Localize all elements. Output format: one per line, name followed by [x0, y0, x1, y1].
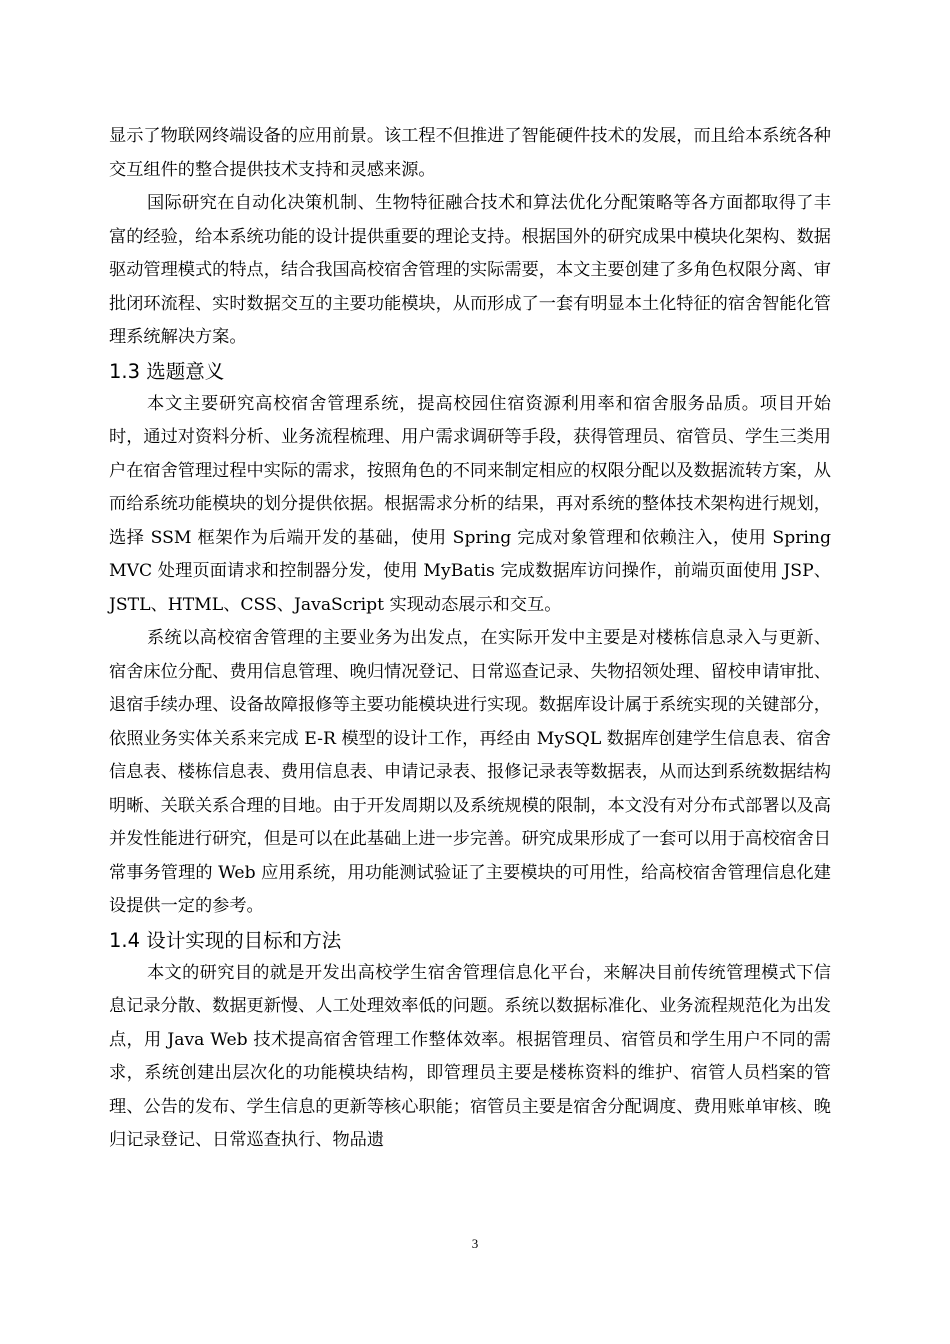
section-heading-1-3: 1.3 选题意义: [109, 359, 225, 383]
intro-paragraph-international-research: 国际研究在自动化决策机制、生物特征融合技术和算法优化分配策略等各方面都取得了丰富的经验，给本系统功能的设计提供重要的理论支持。根据国外的研究成果中模块化架构、数据驱动管理模式的特点，结合我国高校宿舍管理的实际需要，本文主要创建了多角色权限分离、审批闭环流程、实时数据交互的主要功能模块，从而形成了一套有明显本土化特征的宿舍智能化管理系统解决方案。: [109, 193, 831, 347]
section-1-4-paragraph-1: 本文的研究目的就是开发出高校学生宿舍管理信息化平台，来解决目前传统管理模式下信息记录分散、数据更新慢、人工处理效率低的问题。系统以数据标准化、业务流程规范化为出发点，用 Java Web 技术提高宿舍管理工作整体效率。根据管理员、宿管员和学生用户不同的需求，系统创建出层次化的功能模块结构，即管理员主要是楼栋资料的维护、宿管人员档案的管理、公告的发布、学生信息的更新等核心职能；宿管员主要是宿舍分配调度、费用账单审核、晚归记录登记、日常巡查执行、物品遗: [109, 962, 831, 1150]
section-1-3-paragraph-2: 系统以高校宿舍管理的主要业务为出发点，在实际开发中主要是对楼栋信息录入与更新、宿舍床位分配、费用信息管理、晚归情况登记、日常巡查记录、失物招领处理、留校申请审批、退宿手续办理、设备故障报修等主要功能模块进行实现。数据库设计属于系统实现的关键部分，依照业务实体关系来完成 E-R 模型的设计工作，再经由 MySQL 数据库创建学生信息表、宿舍信息表、楼栋信息表、费用信息表、申请记录表、报修记录表等数据表，从而达到系统数据结构明晰、关联关系合理的目地。由于开发周期以及系统规模的限制，本文没有对分布式部署以及高并发性能进行研究，但是可以在此基础上进一步完善。研究成果形成了一套可以用于高校宿舍日常事务管理的 Web 应用系统，用功能测试验证了主要模块的可用性，给高校宿舍管理信息化建设提供一定的参考。: [109, 628, 831, 916]
page-number: 3: [471, 1236, 479, 1251]
section-1-3-paragraph-1: 本文主要研究高校宿舍管理系统，提高校园住宿资源利用率和宿舍服务品质。项目开始时，通过对资料分析、业务流程梳理、用户需求调研等手段，获得管理员、宿管员、学生三类用户在宿舍管理过程中实际的需求，按照角色的不同来制定相应的权限分配以及数据流转方案，从而给系统功能模块的划分提供依据。根据需求分析的结果，再对系统的整体技术架构进行规划，选择 SSM 框架作为后端开发的基础，使用 Spring 完成对象管理和依赖注入，使用 Spring MVC 处理页面请求和控制器分发，使用 MyBatis 完成数据库访问操作，前端页面使用 JSP、JSTL、HTML、CSS、JavaScript 实现动态展示和交互。: [109, 393, 831, 615]
page-body: [109, 120, 831, 1158]
intro-paragraph-continued: 显示了物联网终端设备的应用前景。该工程不但推进了智能硬件技术的发展，而且给本系统各种交互组件的整合提供技术支持和灵感来源。: [109, 126, 831, 180]
section-heading-1-4: 1.4 设计实现的目标和方法: [109, 928, 342, 952]
